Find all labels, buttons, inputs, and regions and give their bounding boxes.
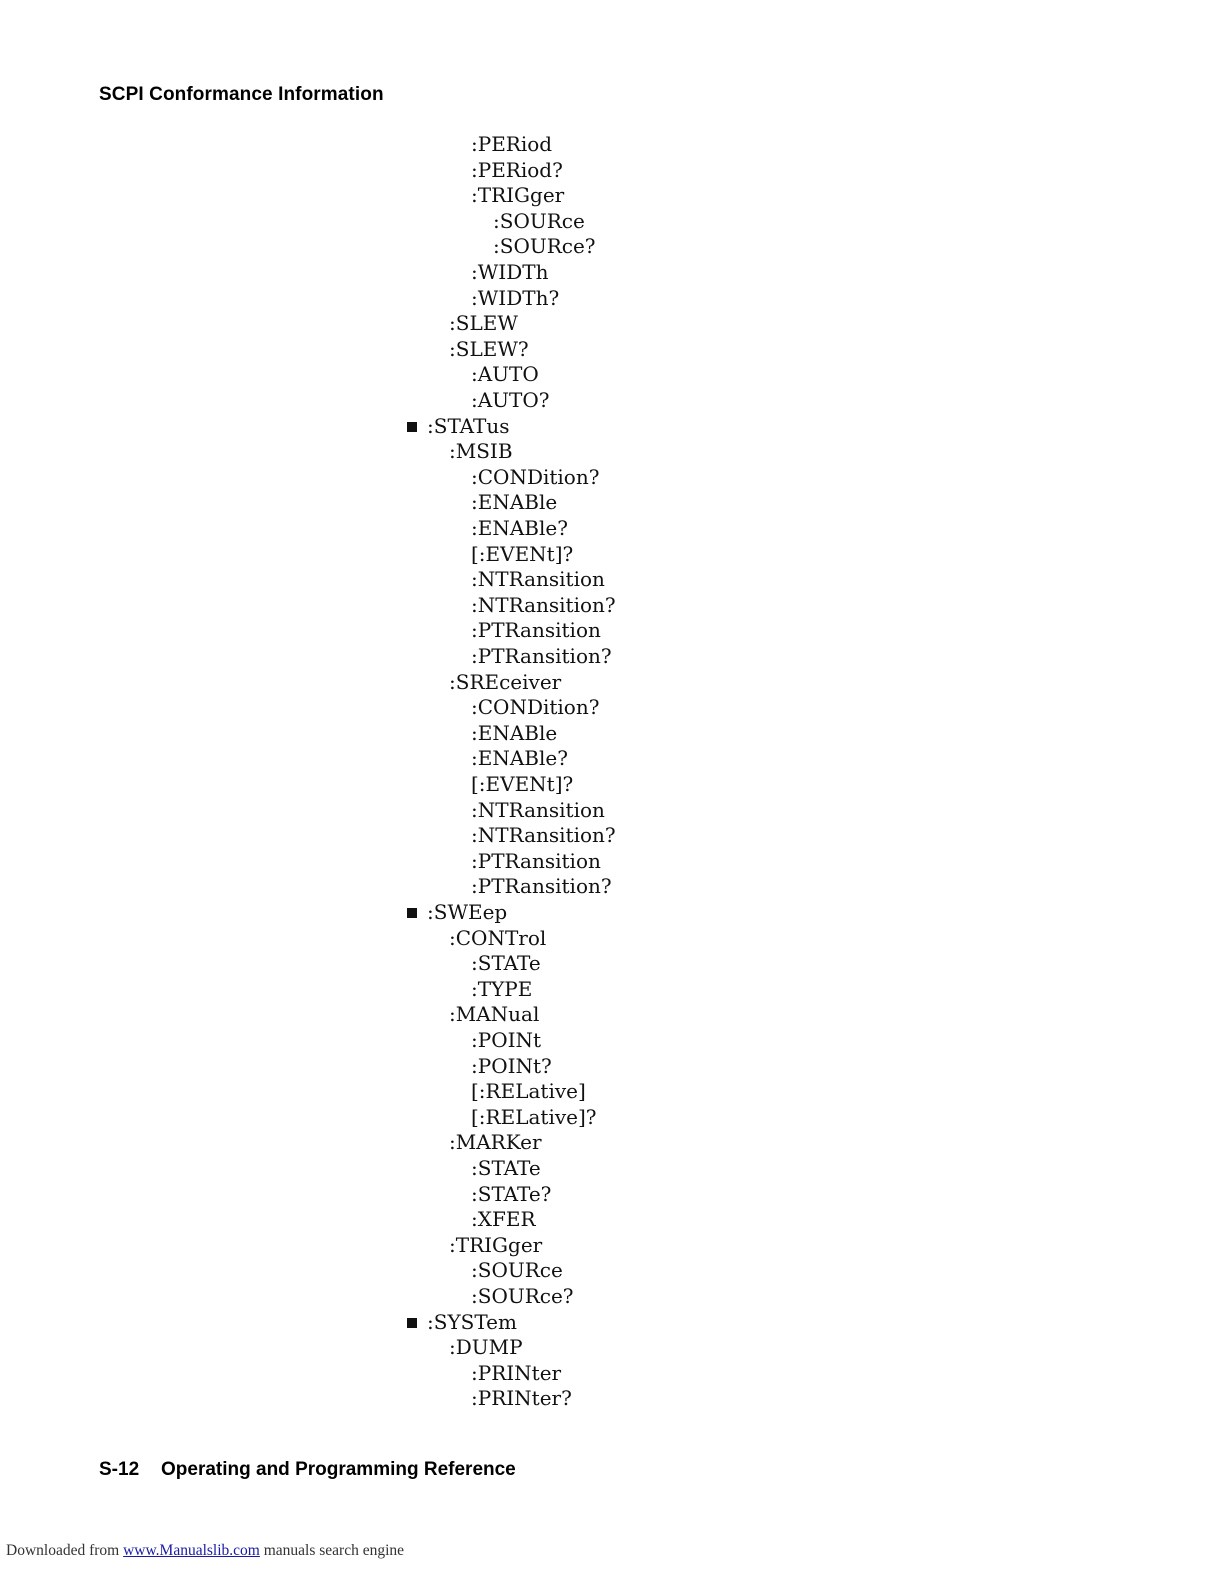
command-line: :PTRansition — [471, 618, 601, 643]
command-line: :WIDTh? — [471, 285, 560, 310]
command-line: :ENABle? — [471, 516, 568, 540]
command-line: :PERiod — [471, 132, 553, 156]
command-line: :SREceiver — [449, 669, 562, 694]
command-line: :CONDition? — [471, 695, 600, 720]
command-line: :CONDition? — [471, 464, 600, 489]
command-line: :TRIGger — [471, 183, 565, 208]
command-line: :MSIB — [449, 439, 513, 464]
command-line: :PERiod? — [471, 157, 563, 182]
command-line: :STATe — [471, 951, 541, 976]
command-line: :STATus — [427, 413, 510, 438]
command-line: :ENABle — [471, 720, 558, 745]
command-line: [:EVENt]? — [471, 541, 574, 566]
command-line: :TYPE — [471, 976, 533, 1001]
command-line: :NTRansition — [471, 567, 605, 592]
page-footer — [99, 1459, 516, 1481]
command-line: :PTRansition? — [471, 874, 612, 899]
command-line: :PTRansition? — [471, 644, 612, 668]
command-line: :AUTO? — [471, 388, 550, 412]
source-link[interactable]: www.Manualslib.com — [123, 1542, 260, 1559]
command-line: :SOURce — [493, 208, 585, 233]
command-line: :POINt — [471, 1028, 542, 1052]
source-suffix: manuals search engine — [263, 1542, 405, 1559]
command-line: :NTRansition? — [471, 823, 616, 848]
command-line: [:EVENt]? — [471, 772, 574, 796]
list-bullet — [407, 1318, 417, 1328]
command-line: :PTRansition — [471, 848, 601, 873]
command-line: [:RELative]? — [471, 1104, 597, 1129]
command-line: :SOURce? — [493, 234, 596, 259]
command-line: :SWEep — [427, 900, 508, 924]
command-line: :NTRansition? — [471, 592, 616, 617]
command-line: [:RELative] — [471, 1079, 586, 1104]
command-line: :MARKer — [449, 1130, 542, 1155]
command-line: :SYSTem — [427, 1309, 517, 1334]
command-line: :AUTO — [471, 362, 539, 387]
command-line: :SLEW — [449, 311, 518, 336]
list-bullet — [407, 422, 417, 432]
command-line: :ENABle? — [471, 746, 568, 771]
list-bullet — [407, 908, 417, 918]
command-line: :WIDTh — [471, 260, 549, 284]
command-line: :SOURce — [471, 1258, 563, 1283]
command-line: :STATe? — [471, 1181, 552, 1206]
download-source — [6, 1542, 404, 1560]
command-line: :POINt? — [471, 1053, 552, 1078]
page-header: SCPI Conformance Information — [99, 84, 384, 105]
source-prefix: Downloaded from — [6, 1542, 120, 1559]
command-line: :CONTrol — [449, 925, 547, 950]
command-line: :DUMP — [449, 1335, 523, 1360]
section-title: Operating and Programming Reference — [161, 1459, 516, 1480]
page-number: S-12 — [99, 1459, 140, 1480]
command-line: :MANual — [449, 1002, 540, 1027]
command-line: :XFER — [471, 1207, 536, 1232]
command-line: :PRINter — [471, 1360, 562, 1385]
command-line: :SLEW? — [449, 336, 529, 361]
command-line: :TRIGger — [449, 1232, 543, 1257]
command-line: :NTRansition — [471, 797, 605, 822]
command-line: :STATe — [471, 1156, 541, 1180]
command-line: :SOURce? — [471, 1284, 574, 1308]
command-line: :ENABle — [471, 490, 558, 515]
command-line: :PRINter? — [471, 1386, 572, 1411]
